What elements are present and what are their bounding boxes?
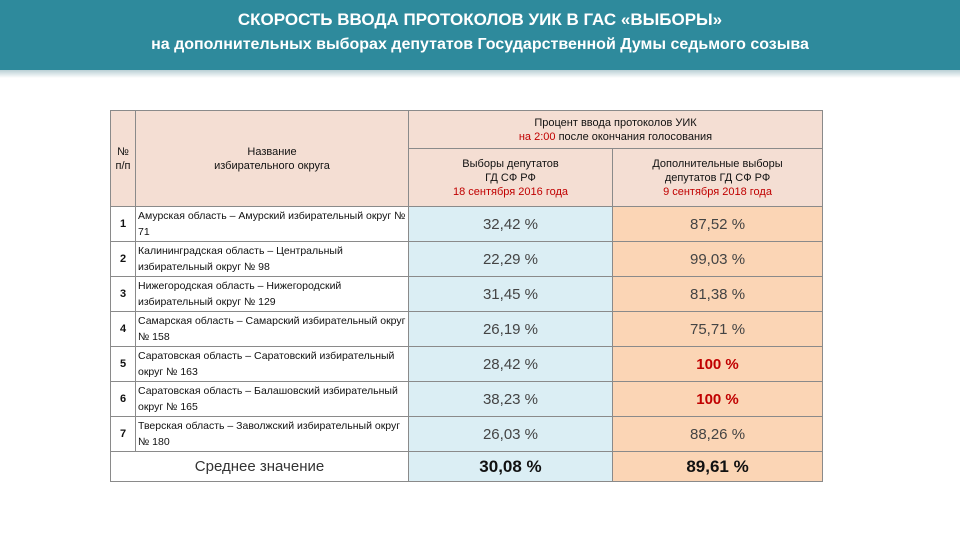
value-2016: 26,03 % <box>409 417 613 452</box>
header-shadow <box>0 70 960 78</box>
slide-header <box>0 0 960 70</box>
row-number: 5 <box>111 347 136 382</box>
average-row <box>111 452 823 482</box>
row-number: 4 <box>111 312 136 347</box>
district-name: Тверская область – Заволжский избирательный округ № 180 <box>136 417 409 452</box>
table-row <box>111 277 823 312</box>
value-2018: 100 % <box>613 382 823 417</box>
row-number: 6 <box>111 382 136 417</box>
value-2016: 22,29 % <box>409 242 613 277</box>
value-2016: 31,45 % <box>409 277 613 312</box>
col-name-header-line2: избирательного округа <box>214 159 330 172</box>
average-2016: 30,08 % <box>409 452 613 482</box>
value-2016: 28,42 % <box>409 347 613 382</box>
col-b-header-line1: Дополнительные выборы <box>652 157 783 170</box>
table-row <box>111 417 823 452</box>
average-2018: 89,61 % <box>613 452 823 482</box>
value-2018: 100 % <box>613 347 823 382</box>
col-name-header <box>136 111 409 207</box>
district-name: Калининградская область – Центральный избирательный округ № 98 <box>136 242 409 277</box>
table-row <box>111 347 823 382</box>
table-row <box>111 382 823 417</box>
district-name: Самарская область – Самарский избирательный округ № 158 <box>136 312 409 347</box>
percent-header <box>409 111 823 149</box>
col-number-header: № п/п <box>111 111 136 207</box>
value-2016: 38,23 % <box>409 382 613 417</box>
percent-header-sub <box>411 130 820 144</box>
col-b-header-date: 9 сентября 2018 года <box>663 185 772 198</box>
col-b-header <box>613 149 823 207</box>
col-b-header-line2: депутатов ГД СФ РФ <box>664 171 771 184</box>
col-a-header-line1: Выборы депутатов <box>462 157 559 170</box>
row-number: 7 <box>111 417 136 452</box>
table-row <box>111 312 823 347</box>
district-name: Саратовская область – Балашовский избирательный округ № 165 <box>136 382 409 417</box>
row-number: 1 <box>111 207 136 242</box>
average-label: Среднее значение <box>111 452 409 482</box>
district-name: Амурская область – Амурский избирательный округ № 71 <box>136 207 409 242</box>
district-name: Саратовская область – Саратовский избирательный округ № 163 <box>136 347 409 382</box>
value-2018: 81,38 % <box>613 277 823 312</box>
col-a-header-date: 18 сентября 2016 года <box>453 185 568 198</box>
col-a-header-line2: ГД СФ РФ <box>485 171 536 184</box>
protocols-table <box>110 110 823 482</box>
col-name-header-line1: Название <box>247 145 297 158</box>
table-row <box>111 207 823 242</box>
table-row <box>111 242 823 277</box>
percent-header-title: Процент ввода протоколов УИК <box>534 116 697 129</box>
percent-header-rest: после окончания голосования <box>555 130 713 143</box>
value-2018: 99,03 % <box>613 242 823 277</box>
row-number: 2 <box>111 242 136 277</box>
percent-header-time: на 2:00 <box>518 130 556 143</box>
value-2018: 75,71 % <box>613 312 823 347</box>
value-2018: 88,26 % <box>613 417 823 452</box>
value-2016: 32,42 % <box>409 207 613 242</box>
slide-title: СКОРОСТЬ ВВОДА ПРОТОКОЛОВ УИК В ГАС «ВЫБОРЫ» <box>237 10 723 29</box>
col-a-header <box>409 149 613 207</box>
slide-subtitle: на дополнительных выборах депутатов Государственной Думы седьмого созыва <box>151 36 809 53</box>
row-number: 3 <box>111 277 136 312</box>
value-2016: 26,19 % <box>409 312 613 347</box>
value-2018: 87,52 % <box>613 207 823 242</box>
district-name: Нижегородская область – Нижегородский избирательный округ № 129 <box>136 277 409 312</box>
